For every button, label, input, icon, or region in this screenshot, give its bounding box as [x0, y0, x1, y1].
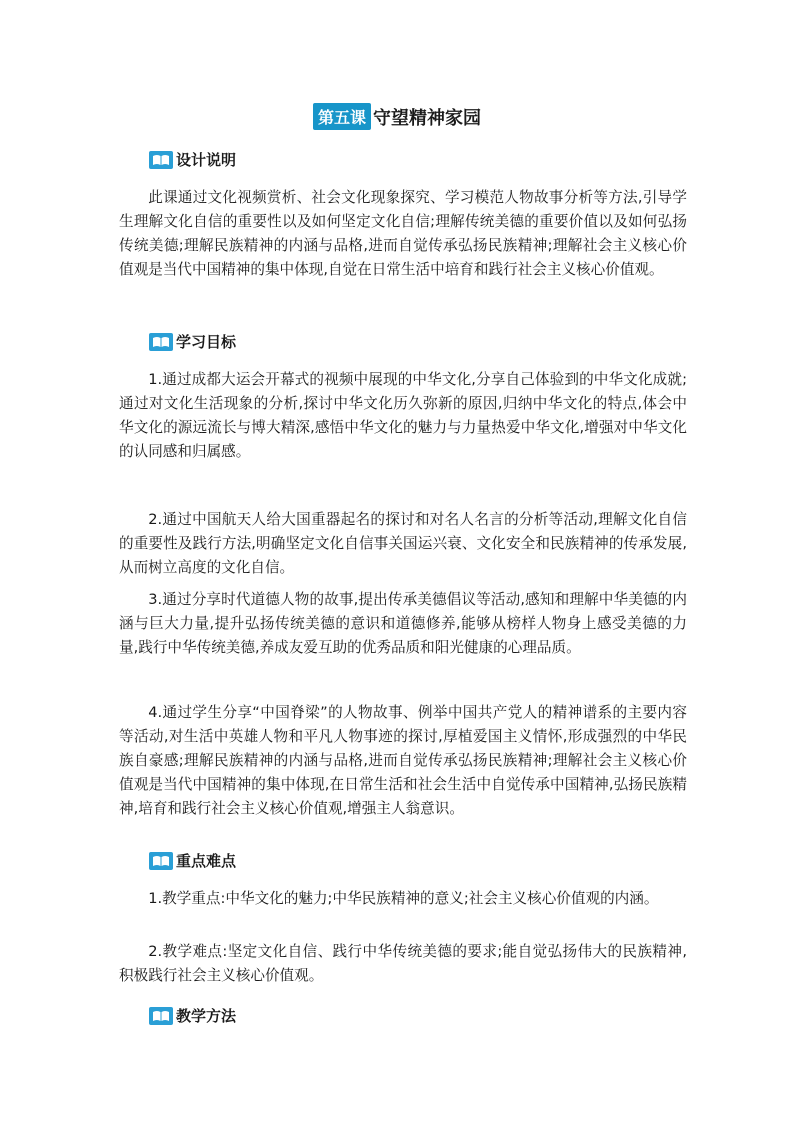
goal-item-4: 4.通过学生分享“中国脊梁”的人物故事、例举中国共产党人的精神谱系的主要内容等活动,对生活中英雄人物和平凡人物事迹的探讨,厚植爱国主义情怀,形成强烈的中华民族自豪感;理解民族精神的内涵与品格,进而自觉传承弘扬民族精神;理解社会主义核心价值观是当代中国精神的集中体现,在日常生活和社会生活中自觉传承中国精神,弘扬民族精神,培育和践行社会主义核心价值观,增强主人翁意识。 — [119, 704, 687, 817]
section-label: 教学方法 — [176, 1007, 237, 1025]
section-label: 重点难点 — [176, 852, 237, 870]
lesson-number-badge: 第五课 — [313, 103, 371, 130]
goal-item-1: 1.通过成都大运会开幕式的视频中展现的中华文化,分享自己体验到的中华文化成就;通过对文化生活现象的分析,探讨中华文化历久弥新的原因,归纳中华文化的特点,体会中华文化的源远流长与博大精深,感悟中华文化的魅力与力量热爱中华文化,增强对中华文化的认同感和归属感。 — [119, 371, 687, 460]
design-paragraph: 此课通过文化视频赏析、社会文化现象探究、学习模范人物故事分析等方法,引导学生理解文化自信的重要性以及如何坚定文化自信;理解传统美德的重要价值以及如何弘扬传统美德;理解民族精神的内涵与品格,进而自觉传承弘扬民族精神;理解社会主义核心价值观是当代中国精神的集中体现,自觉在日常生活中培育和践行社会主义核心价值观。 — [119, 189, 687, 278]
open-book-icon — [149, 852, 173, 870]
section-heading-goals — [149, 331, 236, 351]
lesson-title: 守望精神家园 — [373, 107, 481, 129]
open-book-icon — [149, 1007, 173, 1025]
open-book-icon — [149, 333, 173, 351]
goal-item-3: 3.通过分享时代道德人物的故事,提出传承美德倡议等活动,感知和理解中华美德的内涵与巨大力量,提升弘扬传统美德的意识和道德修养,能够从榜样人物身上感受美德的力量,践行中华传统美德,养成友爱互助的优秀品质和阳光健康的心理品质。 — [119, 591, 687, 656]
section-label: 设计说明 — [176, 151, 237, 169]
key-point-item-2: 2.教学难点:坚定文化自信、践行中华传统美德的要求;能自觉弘扬伟大的民族精神,积极践行社会主义核心价值观。 — [119, 943, 687, 984]
section-heading-design — [149, 149, 236, 169]
section-heading-key-points — [149, 850, 236, 870]
goal-item-2: 2.通过中国航天人给大国重器起名的探讨和对名人名言的分析等活动,理解文化自信的重要性及践行方法,明确坚定文化自信事关国运兴衰、文化安全和民族精神的传承发展,从而树立高度的文化自信。 — [119, 511, 687, 576]
open-book-icon — [149, 151, 173, 169]
key-point-item-1: 1.教学重点:中华文化的魅力;中华民族精神的意义;社会主义核心价值观的内涵。 — [148, 890, 659, 907]
section-label: 学习目标 — [176, 333, 237, 351]
section-heading-methods — [149, 1005, 236, 1025]
lesson-title-row — [0, 103, 794, 130]
